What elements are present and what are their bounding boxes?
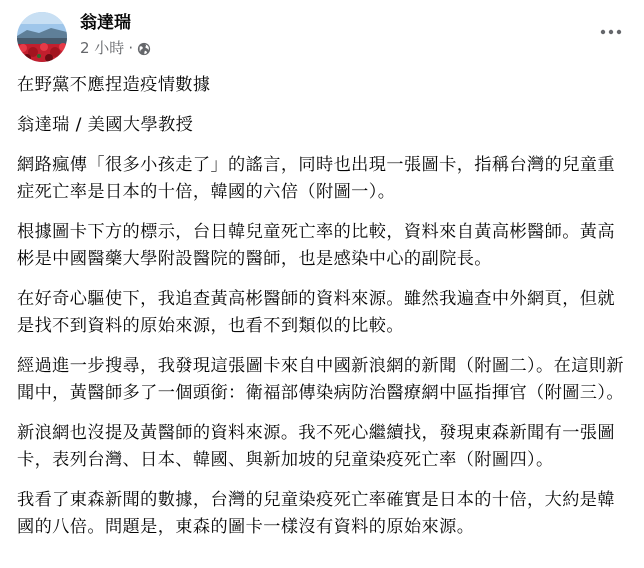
post-byline: 翁達瑞 / 美國大學教授 bbox=[17, 115, 194, 135]
avatar-photo bbox=[17, 12, 67, 62]
globe-icon[interactable] bbox=[137, 41, 151, 55]
post-header bbox=[0, 0, 644, 70]
post-content bbox=[17, 72, 629, 554]
post-paragraph: 在好奇心驅使下，我追查黃高彬醫師的資料來源。雖然我遍查中外網頁，但就是找不到資料的原始來源，也看不到類似的比較。 bbox=[17, 289, 615, 336]
more-options-icon[interactable] bbox=[596, 22, 626, 42]
author-name[interactable]: 翁達瑞 bbox=[80, 13, 131, 33]
post-paragraph: 網路瘋傳「很多小孩走了」的謠言，同時也出現一張圖卡，指稱台灣的兒童重症死亡率是日本的十倍，韓國的六倍（附圖一）。 bbox=[17, 155, 615, 202]
post-paragraph: 新浪網也沒提及黃醫師的資料來源。我不死心繼續找，發現東森新聞有一張圖卡，表列台灣、日本、韓國、與新加坡的兒童染疫死亡率（附圖四）。 bbox=[17, 423, 615, 470]
post-title: 在野黨不應捏造疫情數據 bbox=[17, 75, 211, 95]
post-paragraph: 根據圖卡下方的標示，台日韓兒童死亡率的比較，資料來自黃高彬醫師。黃高彬是中國醫藥大學附設醫院的醫師，也是感染中心的副院長。 bbox=[17, 222, 615, 269]
post-meta bbox=[80, 38, 151, 58]
post-timestamp[interactable]: 2 小時 bbox=[80, 39, 125, 57]
post-paragraph: 經過進一步搜尋，我發現這張圖卡來自中國新浪網的新聞（附圖二）。在這則新聞中，黃醫師多了一個頭銜：衛福部傳染病防治醫療網中區指揮官（附圖三）。 bbox=[17, 356, 624, 403]
post-paragraph: 我看了東森新聞的數據，台灣的兒童染疫死亡率確實是日本的十倍，大約是韓國的八倍。問題是，東森的圖卡一樣沒有資料的原始來源。 bbox=[17, 490, 615, 537]
author-avatar[interactable] bbox=[17, 12, 67, 62]
meta-separator: · bbox=[128, 39, 134, 57]
